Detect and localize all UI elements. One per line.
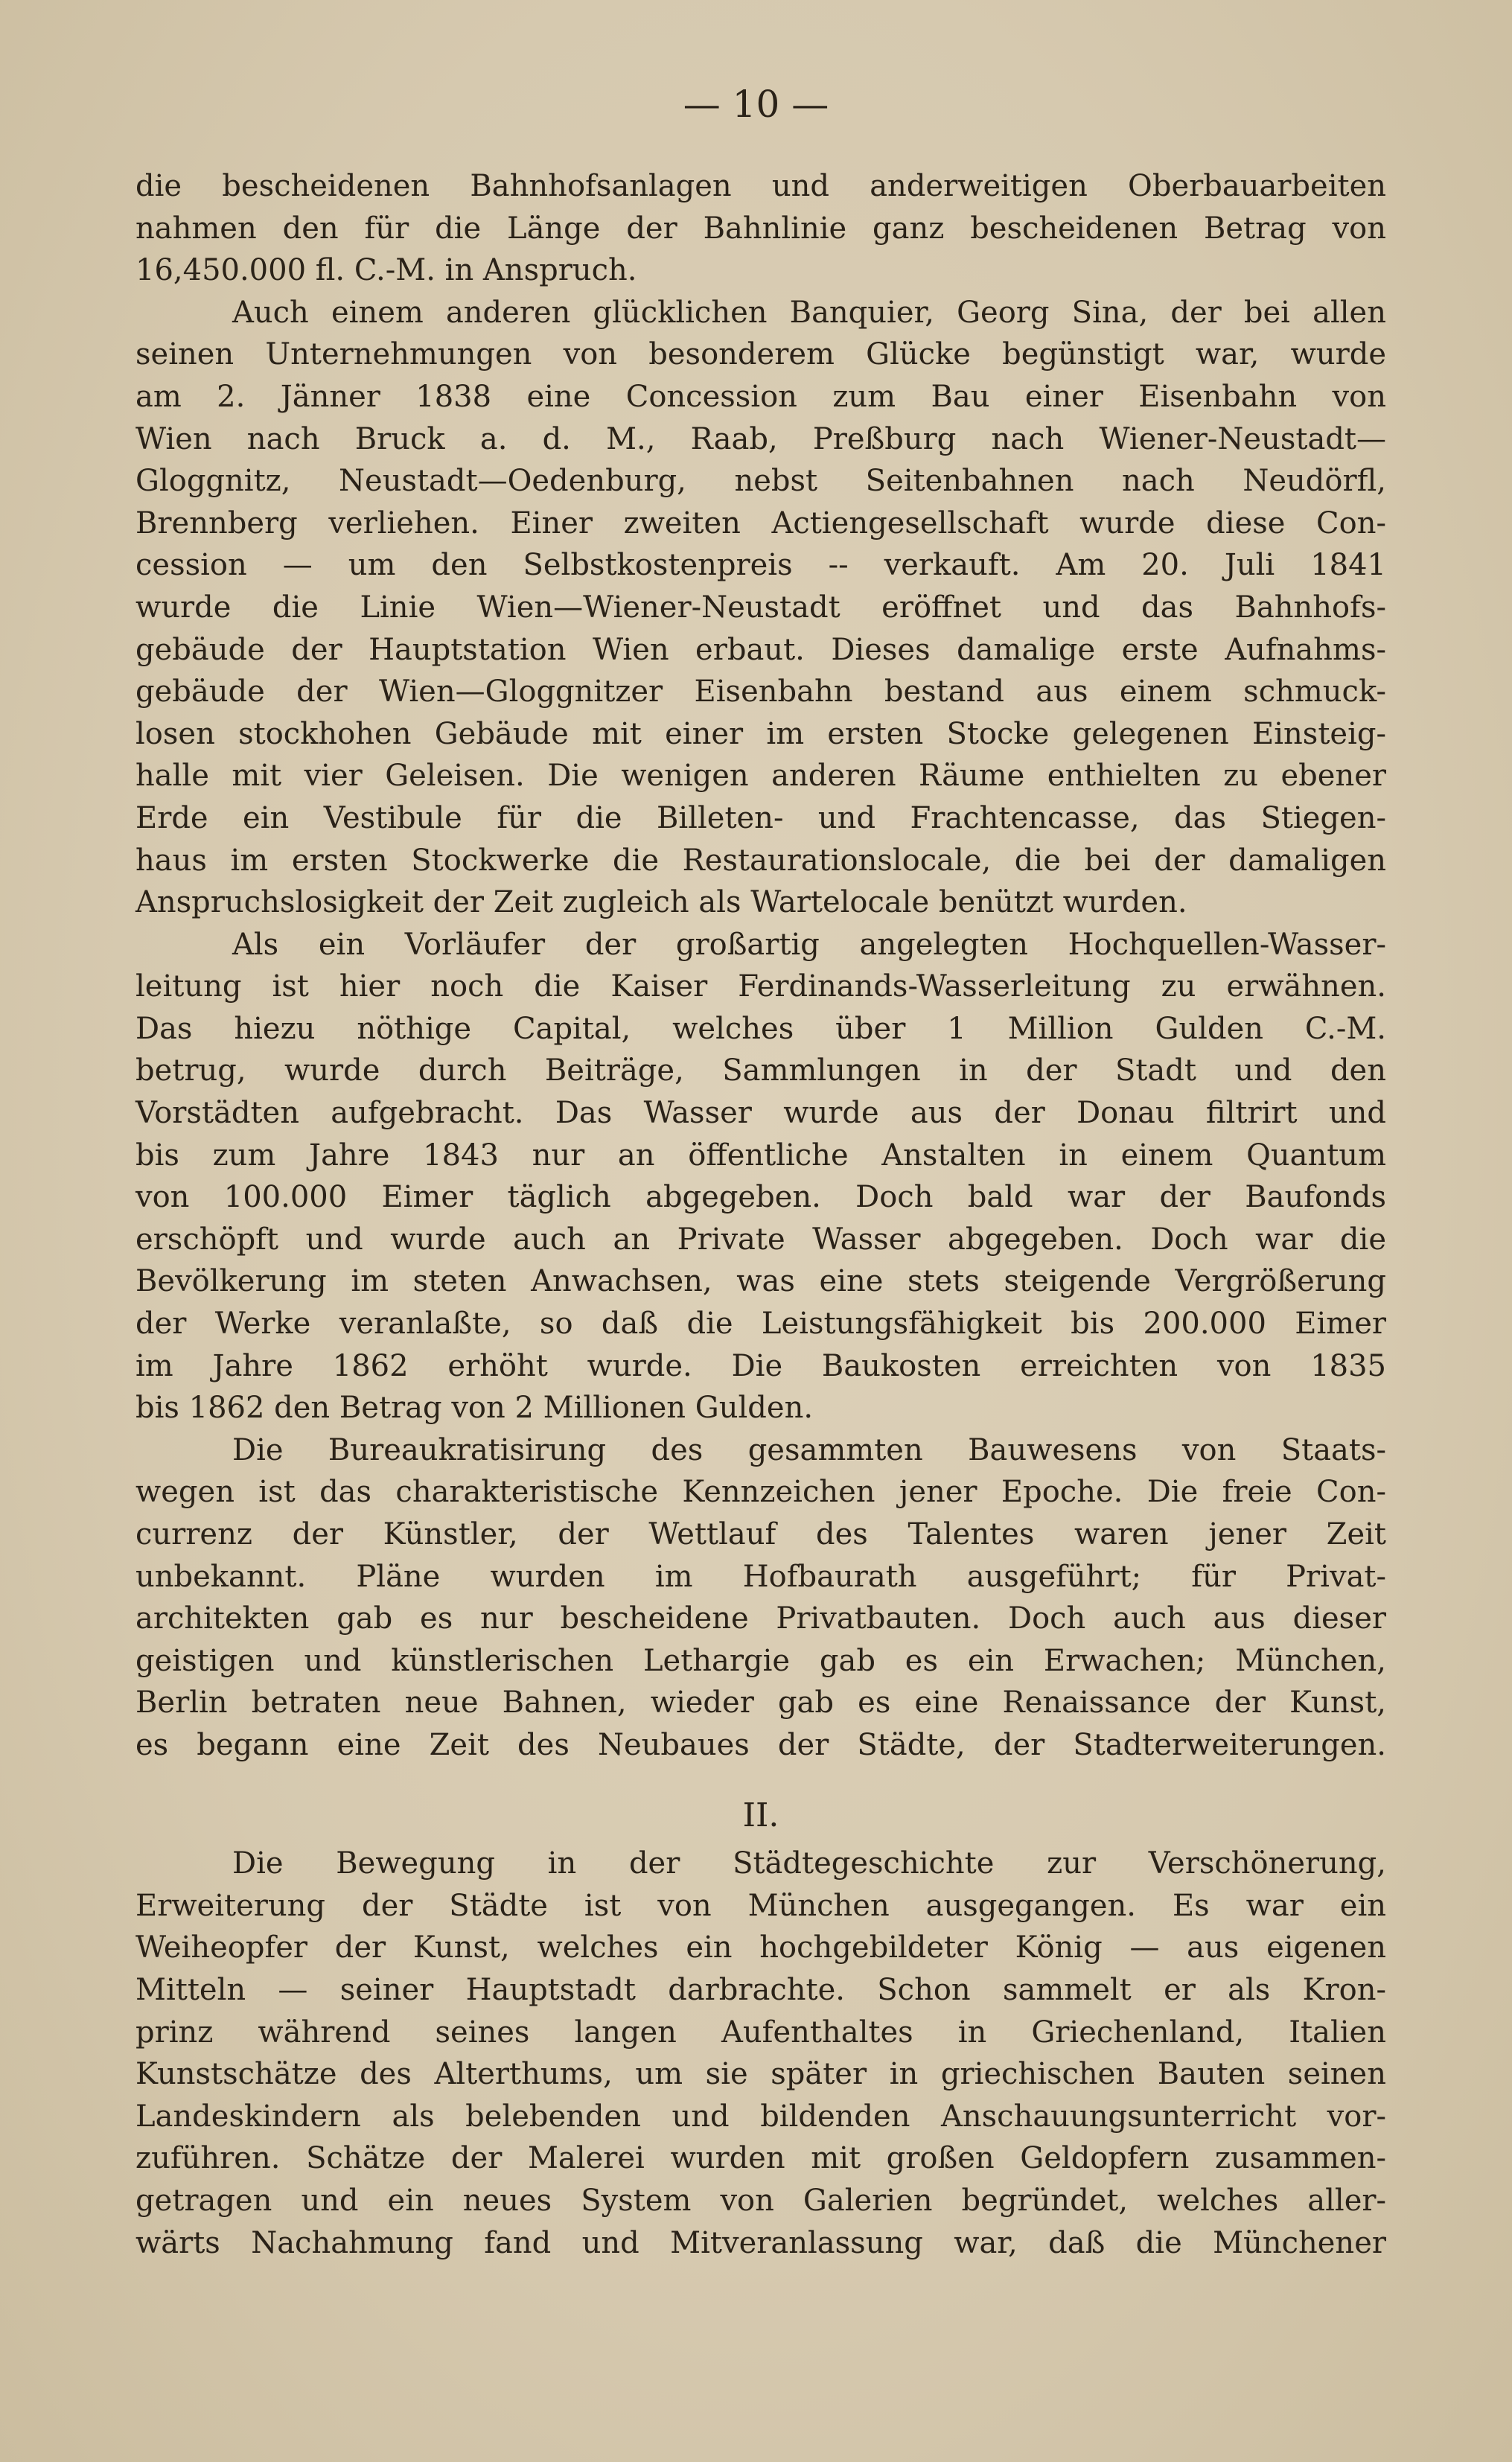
text-line: 16,450.000 fl. C.-M. in Anspruch. xyxy=(135,253,637,288)
text-line: Brennberg verliehen. Einer zweiten Actiengesellschaft wurde diese Con- xyxy=(135,506,1386,540)
text-line: der Werke veranlaßte, so daß die Leistungsfähigkeit bis 200.000 Eimer xyxy=(135,1307,1386,1342)
text-line: im Jahre 1862 erhöht wurde. Die Baukosten erreichten von 1835 xyxy=(135,1348,1386,1383)
text-line: seinen Unternehmungen von besonderem Glücke begünstigt war, wurde xyxy=(135,337,1386,372)
text-line: leitung ist hier noch die Kaiser Ferdinands-Wasserleitung zu erwähnen. xyxy=(135,969,1386,1004)
section-heading: II. xyxy=(742,1796,779,1834)
text-line: Die Bewegung in der Städtegeschichte zur Verschönerung, xyxy=(232,1846,1386,1881)
text-line: Gloggnitz, Neustadt—Oedenburg, nebst Seitenbahnen nach Neudörfl, xyxy=(135,464,1386,499)
text-line: Die Bureaukratisirung des gesammten Bauwesens von Staats- xyxy=(232,1432,1386,1467)
text-line: Kunstschätze des Alterthums, um sie später in griechischen Bauten seinen xyxy=(135,2057,1386,2092)
text-line: architekten gab es nur bescheidene Privatbauten. Doch auch aus dieser xyxy=(135,1601,1386,1636)
text-line: wurde die Linie Wien—Wiener-Neustadt eröffnet und das Bahnhofs- xyxy=(135,590,1386,625)
text-line: Als ein Vorläufer der großartig angelegten Hochquellen-Wasser- xyxy=(232,927,1386,962)
text-line: losen stockhohen Gebäude mit einer im ersten Stocke gelegenen Einsteig- xyxy=(135,716,1386,751)
text-line: bis zum Jahre 1843 nur an öffentliche Anstalten in einem Quantum xyxy=(135,1138,1386,1173)
text-line: Auch einem anderen glücklichen Banquier, Georg Sina, der bei allen xyxy=(232,295,1386,330)
text-line: currenz der Künstler, der Wettlauf des Talentes waren jener Zeit xyxy=(135,1517,1386,1551)
text-line: zuführen. Schätze der Malerei wurden mit großen Geldopfern zusammen- xyxy=(135,2141,1386,2176)
text-line: unbekannt. Pläne wurden im Hofbaurath ausgeführt; für Privat- xyxy=(135,1559,1386,1594)
text-line: Erweiterung der Städte ist von München ausgegangen. Es war ein xyxy=(135,1888,1386,1923)
text-line: bis 1862 den Betrag von 2 Millionen Gulden. xyxy=(135,1391,814,1426)
text-line: Weiheopfer der Kunst, welches ein hochgebildeter König — aus eigenen xyxy=(135,1930,1386,1965)
text-body xyxy=(135,165,1386,2264)
text-line: betrug, wurde durch Beiträge, Sammlungen in der Stadt und den xyxy=(135,1053,1386,1088)
text-line: gebäude der Hauptstation Wien erbaut. Dieses damalige erste Aufnahms- xyxy=(135,632,1386,667)
text-line: Wien nach Bruck a. d. M., Raab, Preßburg nach Wiener-Neustadt— xyxy=(135,421,1386,456)
text-line: die bescheidenen Bahnhofsanlagen und anderweitigen Oberbauarbeiten xyxy=(135,169,1386,203)
page-number: — 10 — xyxy=(683,83,829,126)
text-line: Landeskindern als belebenden und bildenden Anschauungsunterricht vor- xyxy=(135,2099,1386,2134)
text-line: Vorstädten aufgebracht. Das Wasser wurde aus der Donau filtrirt und xyxy=(135,1096,1386,1131)
text-line: geistigen und künstlerischen Lethargie gab es ein Erwachen; München, xyxy=(135,1643,1386,1678)
text-line: Anspruchslosigkeit der Zeit zugleich als Wartelocale benützt wurden. xyxy=(135,885,1187,920)
text-line: haus im ersten Stockwerke die Restaurationslocale, die bei der damaligen xyxy=(135,843,1386,878)
text-line: Mitteln — seiner Hauptstadt darbrachte. Schon sammelt er als Kron- xyxy=(135,1972,1386,2007)
text-line: Das hiezu nöthige Capital, welches über 1 Million Gulden C.-M. xyxy=(135,1011,1386,1046)
text-line: von 100.000 Eimer täglich abgegeben. Doch bald war der Baufonds xyxy=(135,1180,1386,1215)
text-line: erschöpft und wurde auch an Private Wasser abgegeben. Doch war die xyxy=(135,1222,1386,1257)
text-line: cession — um den Selbstkostenpreis -- verkauft. Am 20. Juli 1841 xyxy=(135,548,1386,583)
text-line: nahmen den für die Länge der Bahnlinie ganz bescheidenen Betrag von xyxy=(135,211,1386,246)
text-line: wärts Nachahmung fand und Mitveranlassung war, daß die Münchener xyxy=(135,2225,1386,2260)
text-line: Erde ein Vestibule für die Billeten- und Frachtencasse, das Stiegen- xyxy=(135,800,1386,835)
text-line: wegen ist das charakteristische Kennzeichen jener Epoche. Die freie Con- xyxy=(135,1475,1386,1510)
text-line: es begann eine Zeit des Neubaues der Städte, der Stadterweiterungen. xyxy=(135,1727,1386,1762)
text-line: prinz während seines langen Aufenthaltes in Griechenland, Italien xyxy=(135,2015,1386,2050)
text-line: gebäude der Wien—Gloggnitzer Eisenbahn bestand aus einem schmuck- xyxy=(135,675,1386,709)
text-line: Bevölkerung im steten Anwachsen, was eine stets steigende Vergrößerung xyxy=(135,1264,1386,1299)
text-line: am 2. Jänner 1838 eine Concession zum Bau einer Eisenbahn von xyxy=(135,379,1386,414)
text-line: Berlin betraten neue Bahnen, wieder gab es eine Renaissance der Kunst, xyxy=(135,1686,1386,1720)
text-line: halle mit vier Geleisen. Die wenigen anderen Räume enthielten zu ebener xyxy=(135,759,1386,794)
text-line: getragen und ein neues System von Galerien begründet, welches aller- xyxy=(135,2183,1386,2218)
